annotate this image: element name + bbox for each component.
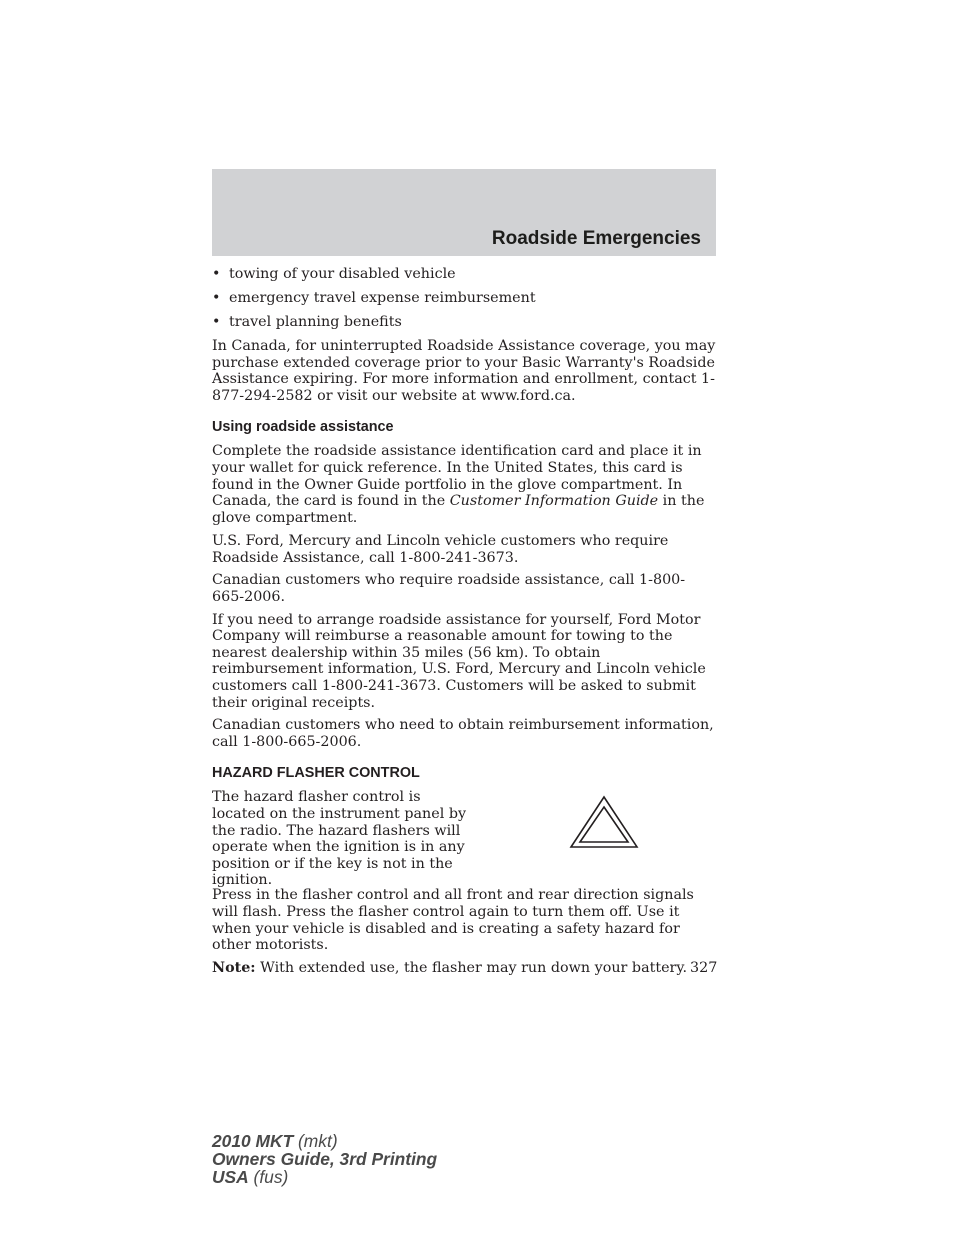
hazard-location-paragraph: The hazard flasher control is located on the instrument panel by the radio. The hazard flashers will operate when the ignition is in any position or if the key is not in the ignition. [212, 789, 467, 889]
list-item-text: towing of your disabled vehicle [229, 266, 456, 282]
note-text: With extended use, the flasher may run down your battery. [255, 959, 688, 976]
reimbursement-paragraph: If you need to arrange roadside assistance for yourself, Ford Motor Company will reimburse a reasonable amount for towing to the nearest dealership within 35 miles (56 km). To obtain reimbursement information, U.S. Ford, Mercury and Lincoln vehicle customers call 1-800-241-3673. Customers will be asked to submit their original receipts. [212, 611, 706, 711]
canada-coverage-paragraph: In Canada, for uninterrupted Roadside Assistance coverage, you may purchase extended coverage prior to your Basic Warranty's Roadside Assistance expiring. For more information and enrollment, contact 1-877-294-2582 or visit our website at www.ford.ca. [212, 337, 716, 404]
bullet-icon: • [212, 313, 221, 330]
footer-printing-line: Owners Guide, 3rd Printing [212, 1149, 438, 1169]
list-item-text: emergency travel expense reimbursement [229, 289, 536, 306]
hazard-description-row [212, 789, 716, 889]
note-label: Note: [212, 959, 256, 976]
section-header-band [212, 169, 716, 256]
id-card-paragraph [212, 443, 716, 526]
bullet-icon: • [212, 266, 221, 282]
bullet-icon: • [212, 289, 221, 306]
list-item [212, 314, 716, 331]
page-content [212, 266, 716, 983]
list-item [212, 266, 716, 283]
paragraph-text: Complete the roadside assistance identification card and place it in your wallet for quick reference. In the United States, this card is found in the Owner Guide portfolio in the glove compartment. In Canada, the card is found in the [212, 443, 702, 510]
guide-title: Customer Information Guide [449, 493, 659, 510]
footer-region: USA [212, 1167, 249, 1187]
footer-model-line [212, 1132, 437, 1150]
us-customers-paragraph: U.S. Ford, Mercury and Lincoln vehicle customers who require Roadside Assistance, call 1-800-241-3673. [212, 533, 669, 566]
document-footer [212, 1132, 437, 1186]
benefits-list [212, 266, 716, 331]
hazard-flasher-heading: HAZARD FLASHER CONTROL [212, 765, 420, 782]
canadian-customers-paragraph: Canadian customers who require roadside assistance, call 1-800-665-2006. [212, 572, 686, 606]
list-item-text: travel planning benefits [229, 313, 402, 330]
footer-region-line [212, 1168, 437, 1186]
footer-model: 2010 MKT [212, 1131, 294, 1151]
list-item [212, 290, 716, 307]
footer-region-code: (fus) [248, 1167, 289, 1187]
battery-note [212, 960, 716, 977]
section-title: Roadside Emergencies [491, 228, 701, 249]
roadside-assistance-heading: Using roadside assistance [212, 419, 394, 436]
canadian-reimbursement-paragraph: Canadian customers who need to obtain reimbursement information, call 1-800-665-2006. [212, 717, 714, 750]
flasher-usage-paragraph: Press in the flasher control and all front and rear direction signals will flash. Press the flasher control again to turn them off. Use it when your vehicle is disabled and is creating a safety hazard for other motorists. [212, 887, 694, 954]
paragraph-text: in the glove compartment. [212, 493, 705, 526]
footer-model-code: (mkt) [293, 1131, 338, 1151]
hazard-triangle-icon [569, 795, 639, 849]
page-number: 327 [690, 960, 718, 976]
